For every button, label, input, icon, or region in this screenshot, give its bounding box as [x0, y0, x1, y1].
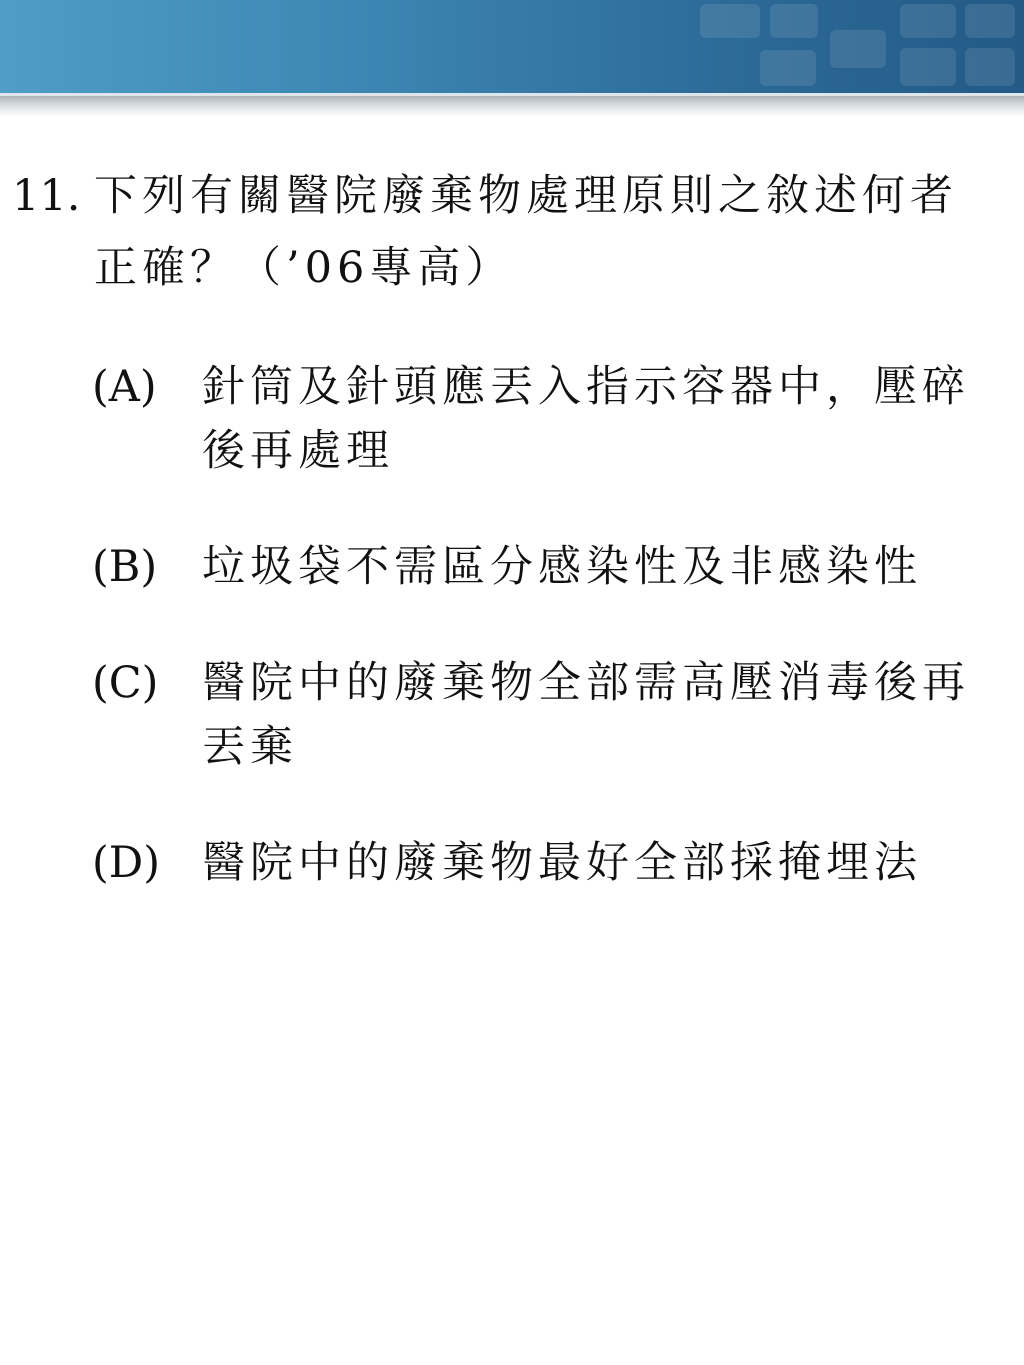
- option-d: [92, 831, 1002, 895]
- banner-decor-tile: [770, 4, 818, 38]
- option-c: [92, 651, 1002, 779]
- banner-decor-tile: [700, 4, 760, 38]
- banner-decor-tile: [965, 48, 1015, 86]
- banner-decor-tile: [830, 30, 886, 68]
- question: [12, 160, 1002, 304]
- answer-options: [92, 355, 1002, 947]
- option-text: 醫院中的廢棄物最好全部採掩埋法: [202, 838, 922, 888]
- banner-decor-tile: [900, 48, 956, 86]
- banner-decor-tile: [965, 4, 1015, 38]
- banner-shadow: [0, 93, 1024, 117]
- option-text: 垃圾袋不需區分感染性及非感染性: [202, 542, 922, 592]
- banner-decor-tile: [900, 4, 956, 38]
- option-label: (A): [92, 362, 157, 412]
- header-banner: [0, 0, 1024, 93]
- option-text: 醫院中的廢棄物全部需高壓消毒後再丟棄: [202, 658, 970, 772]
- banner-divider: [0, 93, 1024, 96]
- option-a: [92, 355, 1002, 483]
- option-label: (C): [92, 658, 159, 708]
- option-label: (D): [92, 838, 161, 888]
- question-row: [12, 160, 1002, 304]
- option-label: (B): [92, 542, 158, 592]
- question-text: 下列有關醫院廢棄物處理原則之敘述何者正確？（’06專高）: [94, 171, 958, 293]
- option-text: 針筒及針頭應丟入指示容器中，壓碎後再處理: [202, 362, 970, 476]
- banner-decor-tile: [760, 50, 816, 86]
- option-b: [92, 535, 1002, 599]
- question-number: 11.: [12, 171, 81, 221]
